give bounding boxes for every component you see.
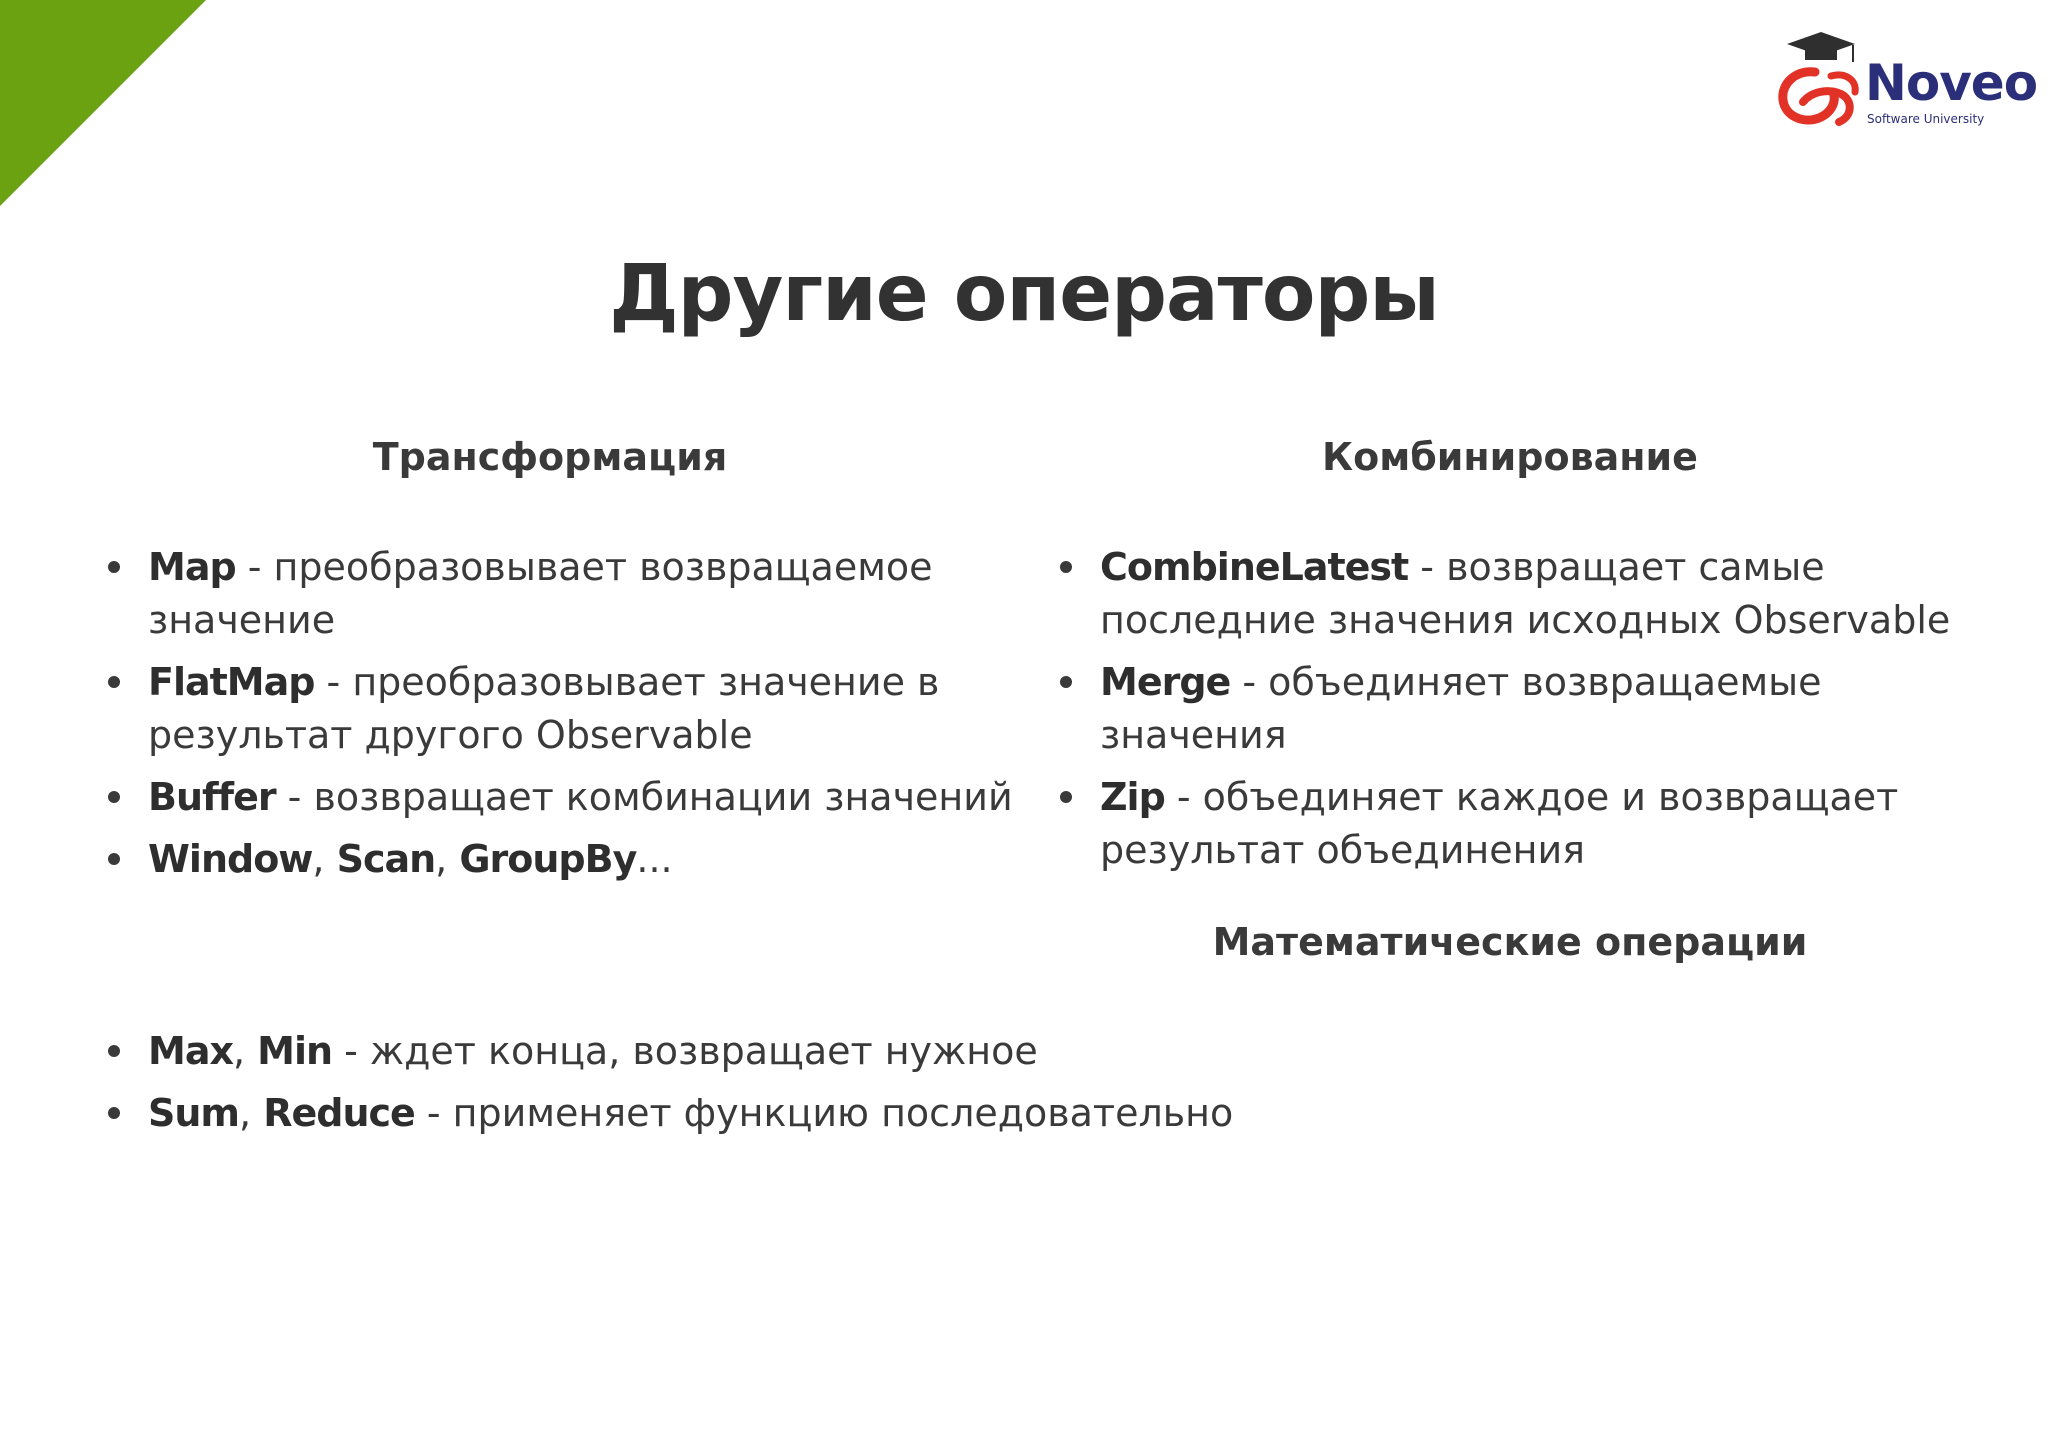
list-item: [108, 1087, 1408, 1140]
operator-name: Min: [257, 1029, 333, 1073]
heading-math-operations: Математические операции: [1212, 920, 1808, 964]
operator-name: Merge: [1100, 660, 1231, 704]
logo-name: Noveo: [1865, 54, 2038, 112]
operator-name: Reduce: [263, 1091, 415, 1135]
list-item: [1060, 771, 1990, 877]
logo-tagline: Software University: [1867, 112, 1985, 126]
list-item: [108, 833, 1038, 886]
term-separator: ,: [232, 1029, 258, 1073]
combining-list: [1060, 541, 1990, 886]
list-item: [108, 1025, 1408, 1078]
list-item: [108, 656, 1038, 762]
logo-mark-icon: [1775, 32, 1865, 132]
heading-transformation: Трансформация: [372, 435, 728, 479]
math-list: [108, 1025, 1408, 1149]
operator-name: Map: [148, 545, 236, 589]
operator-name: Sum: [148, 1091, 240, 1135]
term-separator: ,: [435, 837, 460, 881]
operator-name: CombineLatest: [1100, 545, 1409, 589]
list-item: [1060, 541, 1990, 647]
operator-name: FlatMap: [148, 660, 315, 704]
operator-name: Scan: [336, 837, 436, 881]
list-item: [108, 541, 1038, 647]
operator-name: Window: [148, 837, 313, 881]
operator-name: Max: [148, 1029, 233, 1073]
operator-name: Zip: [1100, 775, 1165, 819]
operator-description: - возвращает самые последние значения исходных Observable: [1100, 545, 1951, 642]
operator-name: Buffer: [148, 775, 276, 819]
noveo-logo: [1775, 32, 2038, 132]
term-separator: ,: [312, 837, 337, 881]
transformation-list: [108, 541, 1038, 895]
operator-description: - объединяет каждое и возвращает результат объединения: [1100, 775, 1899, 872]
operator-description: - ждет конца, возвращает нужное: [332, 1029, 1038, 1073]
operator-description: - преобразовывает значение в результат другого Observable: [148, 660, 940, 757]
list-item: [1060, 656, 1990, 762]
list-item: [108, 771, 1038, 824]
operator-description: - применяет функцию последовательно: [414, 1091, 1234, 1135]
operator-description: - преобразовывает возвращаемое значение: [148, 545, 933, 642]
operator-description: ...: [636, 837, 673, 881]
term-separator: ,: [239, 1091, 264, 1135]
operator-description: - возвращает комбинации значений: [275, 775, 1013, 819]
corner-accent-triangle: [0, 0, 206, 206]
operator-name: GroupBy: [459, 837, 637, 881]
heading-combining: Комбинирование: [1322, 435, 1698, 479]
page-title: Другие операторы: [609, 249, 1439, 339]
operator-description: - объединяет возвращаемые значения: [1100, 660, 1822, 757]
